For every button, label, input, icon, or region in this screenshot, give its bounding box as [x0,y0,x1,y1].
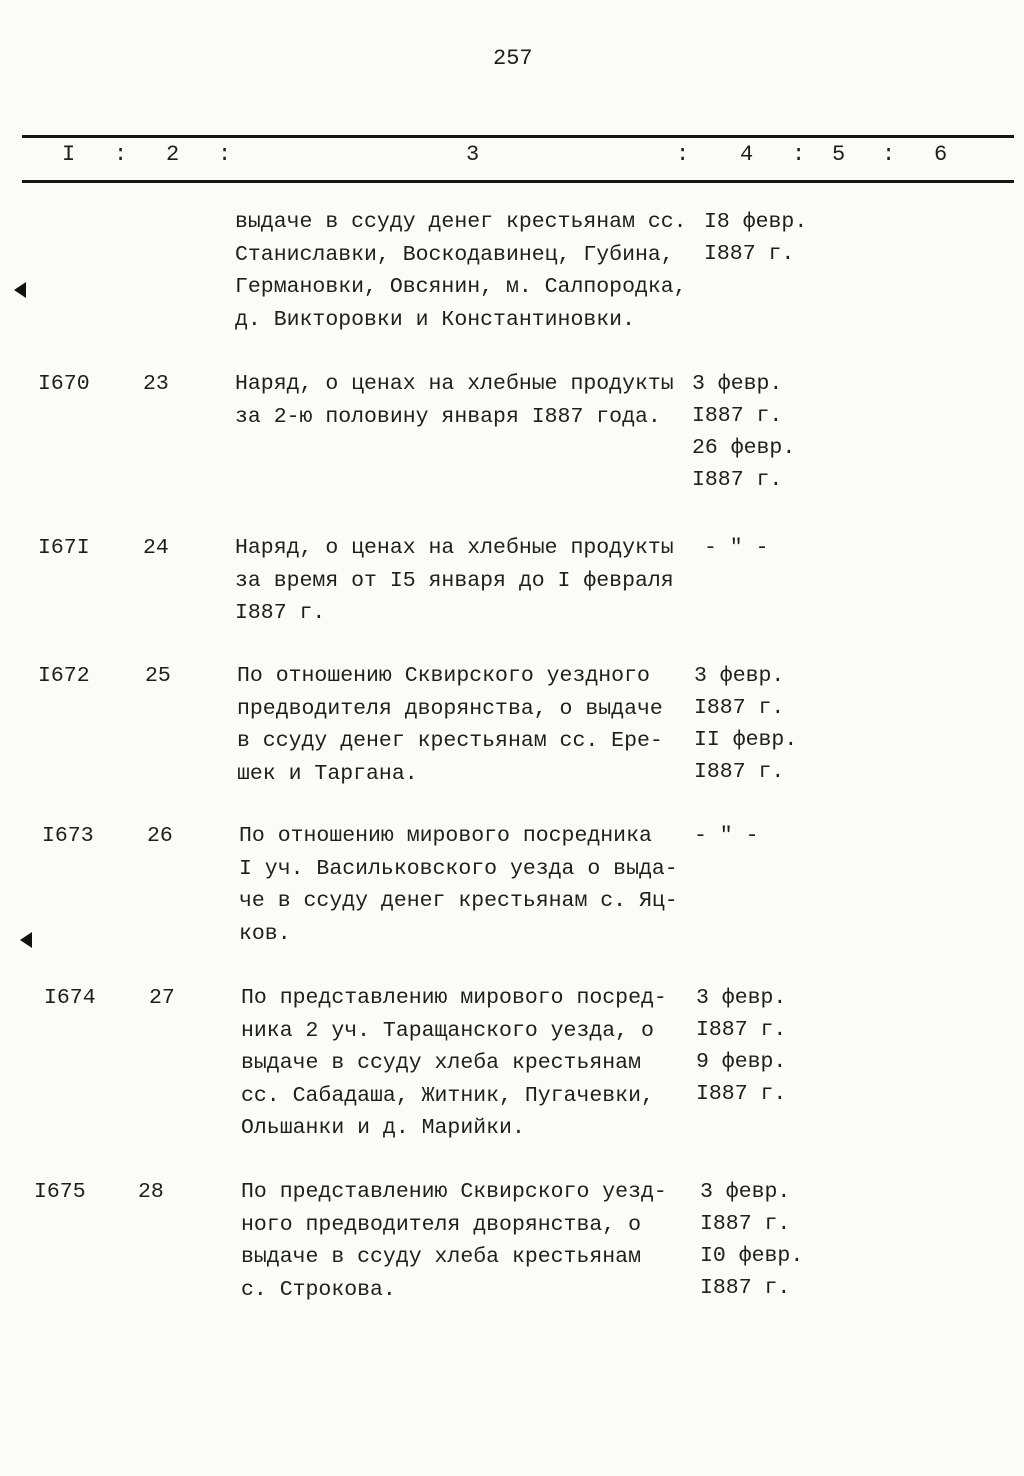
entry-description-line: с. Строкова. [241,1277,396,1302]
entry-description-line: шек и Таргана. [237,761,418,786]
binding-hole-mark [14,282,26,298]
entry-date: I887 г. [692,468,783,492]
entry-description-line: I887 г. [235,601,326,625]
entry-date: - " - [704,536,769,560]
column-header-5: 5 [832,142,846,167]
entry-description-line: в ссуду денег крестьянам сс. Ере- [237,729,663,753]
entry-number: I670 [38,372,90,396]
column-separator: : [792,142,806,167]
column-header-1: I [62,142,76,167]
entry-date: I887 г. [700,1212,791,1236]
entry-description-line: ника 2 уч. Таращанского уезда, о [241,1018,654,1043]
entry-date: - " - [694,824,759,848]
entry-description-line: По отношению мирового посредника [239,824,652,848]
column-header-3: 3 [466,142,480,167]
entry-date: I887 г. [704,242,795,266]
entry-description-line: выдаче в ссуду хлеба крестьянам [241,1245,641,1269]
entry-description-line: Станиславки, Воскодавинец, Губина, [235,242,674,267]
entry-description-line: выдаче в ссуду хлеба крестьянам [241,1051,641,1075]
entry-date: I887 г. [696,1082,787,1106]
entry-description-line: По представлению Сквирского уезд- [241,1180,667,1204]
entry-date: 3 февр. [700,1180,791,1204]
entry-description-line: за время от I5 января до I февраля [235,568,674,593]
entry-description-line: предводителя дворянства, о выдаче [237,696,663,721]
column-header-6: 6 [934,142,948,167]
entry-sheet: 28 [138,1180,164,1204]
entry-description-line: По отношению Сквирского уездного [237,664,650,688]
entry-date: 9 февр. [696,1050,787,1074]
column-separator: : [882,142,896,167]
entry-date: I8 февр. [704,210,808,234]
entry-sheet: 25 [145,664,171,688]
column-separator: : [114,142,128,167]
entry-description-line: выдаче в ссуду денег крестьянам сс. [235,210,687,234]
entry-date: 26 февр. [692,436,796,460]
header-top-rule [22,135,1014,138]
entry-description-line: Наряд, о ценах на хлебные продукты [235,536,674,560]
header-bottom-rule [22,180,1014,183]
entry-number: I674 [44,986,96,1010]
entry-date: I887 г. [692,404,783,428]
entry-description-line: сс. Сабадаша, Житник, Пугачевки, [241,1083,654,1108]
entry-description-line: I уч. Васильковского уезда о выда- [239,856,678,881]
entry-date: II февр. [694,728,798,752]
entry-sheet: 23 [143,372,169,396]
entry-number: I672 [38,664,90,688]
entry-date: 3 февр. [694,664,785,688]
entry-description-line: По представлению мирового посред- [241,986,667,1010]
entry-date: I887 г. [696,1018,787,1042]
entry-description-line: ного предводителя дворянства, о [241,1212,641,1237]
binding-hole-mark [20,932,32,948]
entry-number: I67I [38,536,90,560]
column-separator: : [676,142,690,167]
entry-number: I675 [34,1180,86,1204]
entry-description-line: Германовки, Овсянин, м. Салпородка, [235,275,687,299]
entry-description-line: за 2-ю половину января I887 года. [235,404,661,429]
column-header-2: 2 [166,142,180,167]
entry-date: I0 февр. [700,1244,804,1268]
entry-description-line: Наряд, о ценах на хлебные продукты [235,372,674,396]
entry-sheet: 26 [147,824,173,848]
entry-sheet: 24 [143,536,169,560]
column-separator: : [218,142,232,167]
entry-description-line: че в ссуду денег крестьянам с. Яц- [239,889,678,913]
entry-date: I887 г. [694,696,785,720]
column-header-4: 4 [740,142,754,167]
entry-description-line: ков. [239,921,291,946]
page-number: 257 [493,46,533,71]
entry-description-line: д. Викторовки и Константиновки. [235,307,635,332]
entry-number: I673 [42,824,94,848]
entry-date: I887 г. [694,760,785,784]
entry-date: 3 февр. [692,372,783,396]
entry-date: 3 февр. [696,986,787,1010]
entry-date: I887 г. [700,1276,791,1300]
entry-sheet: 27 [149,986,175,1010]
entry-description-line: Ольшанки и д. Марийки. [241,1116,525,1140]
